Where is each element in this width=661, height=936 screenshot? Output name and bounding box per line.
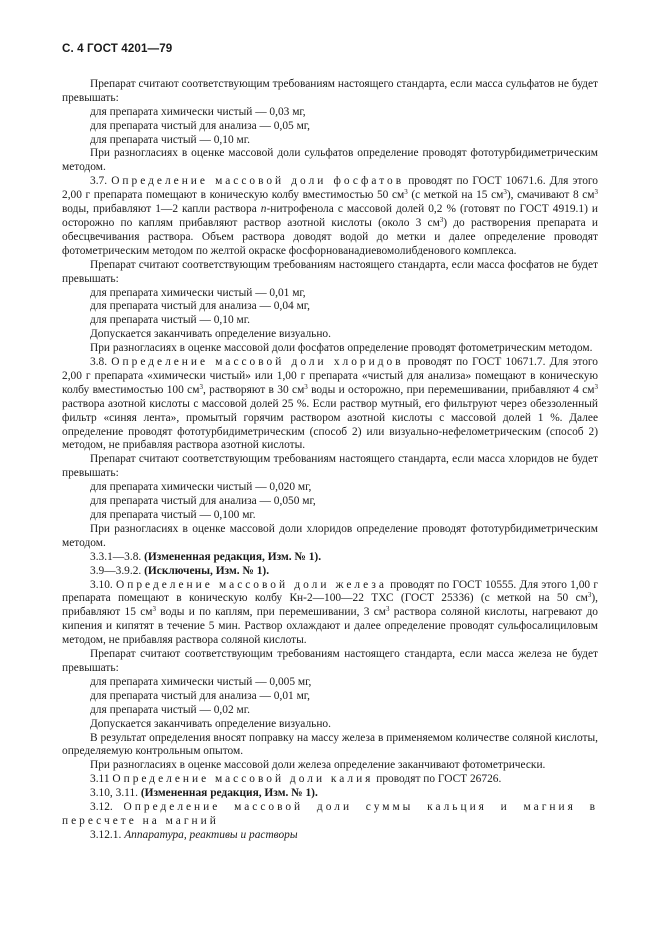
- section-3-12-1: [62, 829, 598, 843]
- section-title: Определение массовой доли железа: [116, 578, 387, 591]
- amendment-note: 3.3.1—3.8. (Измененная редакция, Изм. № 1).: [90, 550, 322, 563]
- paragraph: При разногласиях в оценке массовой доли фосфатов определение проводят фотометрическим методом.: [90, 342, 593, 355]
- amendment-note: 3.10, 3.11. (Измененная редакция, Изм. № 1).: [90, 787, 318, 800]
- list-item: для препарата чистый для анализа — 0,04 мг,: [90, 300, 311, 313]
- list-item: для препарата чистый — 0,10 мг.: [90, 133, 250, 146]
- section-3-11: 3.11 Определение массовой доли калия проводят по ГОСТ 26726.: [90, 773, 502, 786]
- section-number: 3.12.1.: [90, 828, 122, 841]
- paragraph: При разногласиях в оценке массовой доли железа определение заканчивают фотометрически.: [90, 759, 546, 772]
- list-item: для препарата химически чистый — 0,03 мг,: [90, 105, 306, 118]
- section-3-12: [62, 801, 598, 829]
- list-item: для препарата химически чистый — 0,020 мг,: [90, 481, 312, 494]
- paragraph: Препарат считают соответствующим требованиям настоящего стандарта, если масса сульфатов не будет превышать:: [62, 77, 598, 104]
- paragraph: Допускается заканчивать определение визуально.: [90, 328, 331, 341]
- list-item: для препарата чистый для анализа — 0,050 мг,: [90, 495, 316, 508]
- section-title: Аппаратура, реактивы и растворы: [124, 828, 298, 841]
- section-title: Определение массовой доли суммы кальция и магния в пересчете на магний: [62, 801, 598, 827]
- section-number: 3.11: [90, 773, 110, 786]
- paragraph: В результат определения вносят поправку на массу железа в применяемом количестве соляной кислоты, определяемую контрольным опытом.: [62, 731, 598, 758]
- section-title: Определение массовой доли хлоридов: [111, 356, 404, 369]
- paragraph: При разногласиях в оценке массовой доли сульфатов определение проводят фототурбидиметрическим методом.: [62, 147, 598, 174]
- paragraph: Препарат считают соответствующим требованиям настоящего стандарта, если масса хлоридов не будет превышать:: [62, 453, 598, 480]
- section-3-8: 3.8. Определение массовой доли хлоридов проводят по ГОСТ 10671.7. Для этого 2,00 г препарата «химически чистый» или 1,00 г препарата «чистый для анализа» помещают в коническую колбу вместимостью 100 $см^3$, растворяют в 30 $см^3$ воды и осторожно, при перемешивании, прибавляют 4 $см^3$ раствора азотной кислоты с массовой долей 25 %. Если раствор мутный, его фильтруют через обеззоленный фильтр «синяя лента», промытый горячим раствором азотной кислоты с массовой долей 1 %. Далее определение проводят фототурбидиметрическим (способ 2) или визуально-нефелометрическим (способ 2) методом, не прибавляя раствора азотной кислоты.: [62, 356, 598, 452]
- list-item: для препарата чистый для анализа — 0,05 мг,: [90, 119, 311, 132]
- paragraph: При разногласиях в оценке массовой доли хлоридов определение проводят фототурбидиметрическим методом.: [62, 522, 598, 549]
- list-item: для препарата чистый — 0,10 мг.: [90, 314, 250, 327]
- section-number: 3.12.: [90, 801, 113, 814]
- section-number: 3.8.: [90, 356, 108, 369]
- document-page: [62, 42, 598, 843]
- page-header: С. 4 ГОСТ 4201—79: [62, 42, 173, 55]
- paragraph: Допускается заканчивать определение визуально.: [90, 717, 331, 730]
- section-3-7: 3.7. Определение массовой доли фосфатов проводят по ГОСТ 10671.6. Для этого 2,00 г препарата помещают в коническую колбу вместимостью 50 $см^3$ (с меткой на 15 $см^3$), смачивают 8 $см^3$ воды, прибавляют 1—2 капли раствора n-нитрофенола с массовой долей 0,2 % (готовят по ГОСТ 4919.1) и осторожно по каплям прибавляют раствор азотной кислоты (около 3 $см^3$) до растворения препарата и обесцвечивания раствора. Объем раствора доводят водой до метки и далее определение проводят фотометрическим методом по желтой окраске фосфорнованадиевомолибденового комплекса.: [62, 175, 599, 257]
- paragraph: Препарат считают соответствующим требованиям настоящего стандарта, если масса фосфатов не будет превышать:: [62, 258, 598, 285]
- section-number: 3.7.: [90, 175, 108, 188]
- list-item: для препарата чистый для анализа — 0,01 мг,: [90, 689, 311, 702]
- section-title: Определение массовой доли калия: [112, 773, 374, 786]
- list-item: для препарата чистый — 0,100 мг.: [90, 509, 256, 521]
- section-title: Определение массовой доли фосфатов: [111, 175, 405, 188]
- amendment-note: 3.9—3.9.2. (Исключены, Изм. № 1).: [90, 564, 270, 577]
- paragraph: Препарат считают соответствующим требованиям настоящего стандарта, если масса железа не будет превышать:: [62, 648, 598, 674]
- list-item: для препарата химически чистый — 0,01 мг,: [90, 286, 306, 299]
- section-number: 3.10.: [90, 578, 113, 591]
- list-item: для препарата химически чистый — 0,005 мг,: [90, 675, 312, 688]
- section-3-10: 3.10. Определение массовой доли железа проводят по ГОСТ 10555. Для этого 1,00 г препарата помещают в коническую колбу Кн-2—100—22 ТХС (ГОСТ 25336) (с меткой на 50 $см^3$), прибавляют 15 $см^3$ воды и по каплям, при перемешивании, 3 $см^3$ раствора соляной кислоты, нагревают до кипения и кипятят в течение 5 мин. Раствор охлаждают и далее определение проводят сульфосалициловым методом, не прибавляя раствора соляной кислоты.: [62, 578, 598, 647]
- list-item: для препарата чистый — 0,02 мг.: [90, 703, 250, 716]
